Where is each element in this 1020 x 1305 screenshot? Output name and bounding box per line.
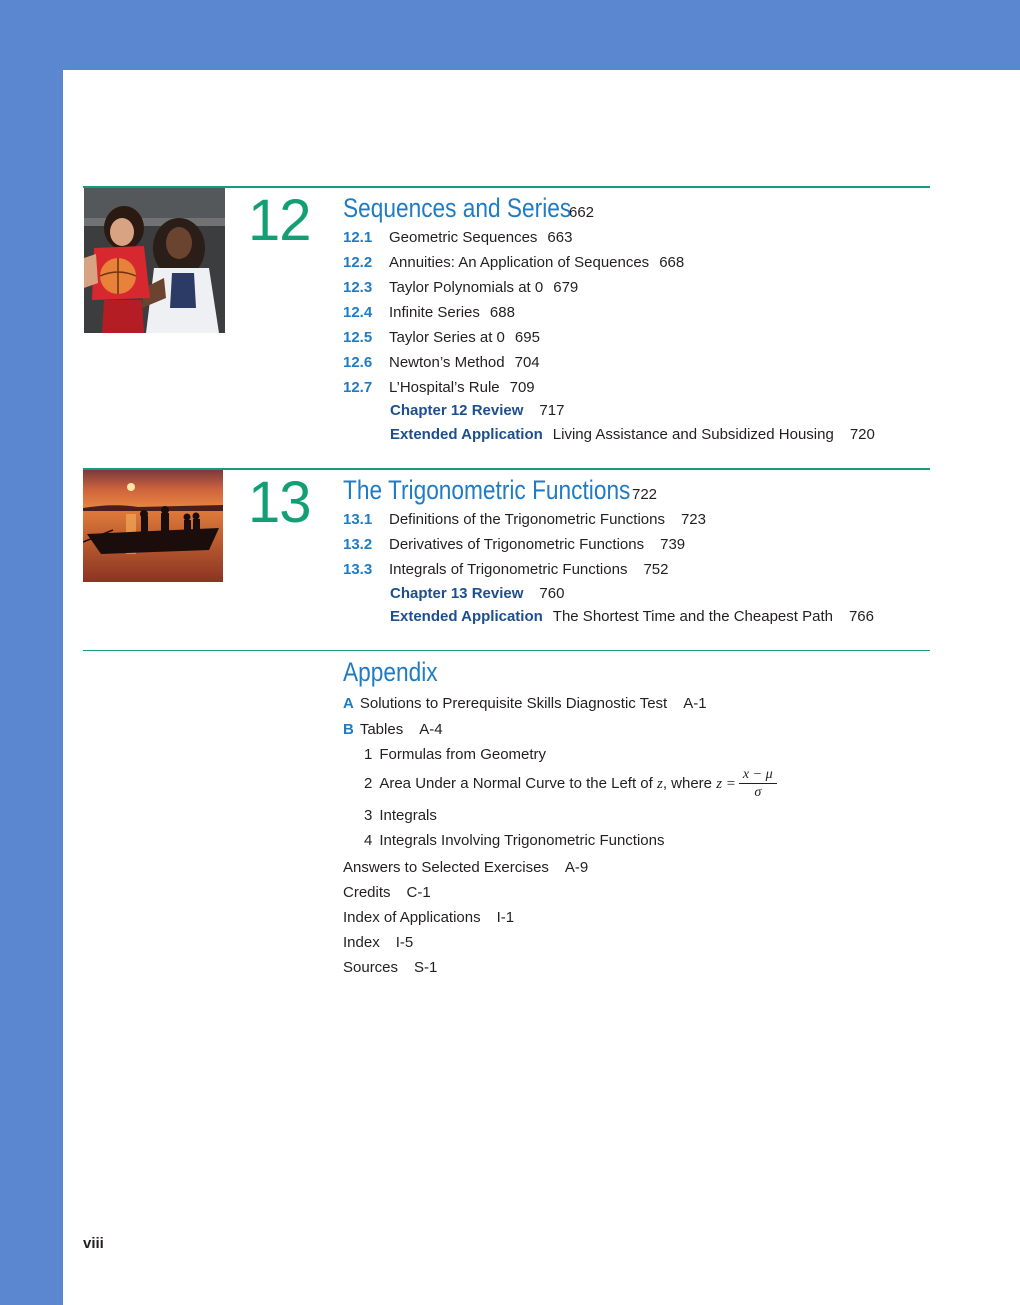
section-title: Annuities: An Application of Sequences — [389, 254, 650, 271]
table-number: 2 — [364, 775, 373, 792]
back-matter-title: Index of Applications — [343, 909, 481, 926]
back-matter-title: Credits — [343, 884, 391, 901]
table-3[interactable] — [364, 807, 437, 825]
table-number: 3 — [364, 807, 373, 824]
extended-title: The Shortest Time and the Cheapest Path — [552, 608, 833, 625]
where-text: , where — [662, 775, 713, 792]
table-title: Formulas from Geometry — [379, 746, 547, 763]
back-matter-page: C-1 — [406, 884, 431, 901]
section-title: Integrals of Trigonometric Functions — [389, 561, 628, 578]
back-matter-index[interactable] — [343, 934, 413, 952]
section-title: Taylor Polynomials at 0 — [389, 279, 544, 296]
section-page: 709 — [509, 379, 535, 396]
section-13-2[interactable] — [343, 536, 685, 554]
section-page: 704 — [514, 354, 540, 371]
appendix-b[interactable] — [343, 721, 443, 739]
back-matter-title: Answers to Selected Exercises — [343, 859, 549, 876]
appendix-letter: A — [343, 695, 354, 712]
review-page: 717 — [539, 402, 565, 419]
appendix-item-page: A-4 — [419, 721, 443, 738]
table-title: Area Under a Normal Curve to the Left of — [379, 775, 653, 792]
section-title: L’Hospital’s Rule — [389, 379, 500, 396]
section-page: 723 — [680, 511, 706, 528]
section-title: Taylor Series at 0 — [389, 329, 505, 346]
section-13-3[interactable] — [343, 561, 668, 579]
page — [63, 70, 1020, 1305]
back-matter-page: S-1 — [414, 959, 438, 976]
section-page: 688 — [489, 304, 515, 321]
table-1[interactable] — [364, 746, 546, 764]
appendix-item-title: Solutions to Prerequisite Skills Diagnostic Test — [359, 695, 668, 712]
appendix-letter: B — [343, 721, 354, 738]
review-label: Chapter 12 Review — [390, 402, 524, 419]
chapter-13-extended-application[interactable] — [390, 608, 874, 626]
back-matter-sources[interactable] — [343, 959, 437, 977]
extended-page: 766 — [848, 608, 874, 625]
chapter-13-title[interactable]: The Trigonometric Functions — [343, 475, 631, 505]
section-number: 12.1 — [343, 229, 373, 246]
appendix-item-page: A-1 — [683, 695, 707, 712]
back-matter-credits[interactable] — [343, 884, 431, 902]
section-number: 12.2 — [343, 254, 373, 271]
section-page: 668 — [659, 254, 685, 271]
appendix-a[interactable] — [343, 695, 707, 713]
section-page: 679 — [553, 279, 579, 296]
section-12-2[interactable] — [343, 254, 684, 272]
section-page: 752 — [643, 561, 669, 578]
chapter-12-extended-application[interactable] — [390, 426, 875, 444]
table-title: Integrals — [379, 807, 437, 824]
section-13-1[interactable] — [343, 511, 706, 529]
section-12-7[interactable] — [343, 379, 535, 397]
basketball-photo — [84, 188, 225, 333]
sunset-boat-photo — [83, 470, 223, 582]
z-score-fraction — [739, 767, 777, 802]
section-12-6[interactable] — [343, 354, 540, 372]
section-page: 695 — [514, 329, 540, 346]
extended-page: 720 — [849, 426, 875, 443]
page-folio: viii — [83, 1235, 104, 1252]
section-12-4[interactable] — [343, 304, 515, 322]
chapter-13-page: 722 — [632, 486, 658, 503]
chapter-12-page: 662 — [569, 204, 595, 221]
section-number: 12.7 — [343, 379, 373, 396]
review-label: Chapter 13 Review — [390, 585, 524, 602]
section-title: Definitions of the Trigonometric Functions — [389, 511, 665, 528]
table-4[interactable] — [364, 832, 664, 850]
variable-z: z — [656, 776, 663, 792]
table-number: 1 — [364, 746, 373, 763]
section-title: Infinite Series — [389, 304, 480, 321]
section-title: Geometric Sequences — [389, 229, 538, 246]
table-title: Integrals Involving Trigonometric Functions — [379, 832, 665, 849]
extended-label: Extended Application — [390, 608, 543, 625]
fraction-numerator: x − μ — [739, 767, 777, 784]
back-matter-title: Sources — [343, 959, 399, 976]
chapter-13-number: 13 — [248, 470, 311, 535]
section-number: 12.5 — [343, 329, 373, 346]
appendix-item-title: Tables — [359, 721, 404, 738]
section-12-5[interactable] — [343, 329, 540, 347]
extended-title: Living Assistance and Subsidized Housing — [552, 426, 834, 443]
fraction-denominator: σ — [754, 784, 762, 800]
section-page: 739 — [660, 536, 686, 553]
section-number: 13.2 — [343, 536, 373, 553]
section-number: 13.1 — [343, 511, 373, 528]
back-matter-index-of-applications[interactable] — [343, 909, 514, 927]
section-title: Derivatives of Trigonometric Functions — [389, 536, 645, 553]
table-2[interactable] — [364, 766, 777, 802]
appendix-title[interactable]: Appendix — [343, 657, 438, 687]
section-12-1[interactable] — [343, 229, 572, 247]
equation-lhs: z = — [716, 776, 736, 792]
table-number: 4 — [364, 832, 373, 849]
back-matter-title: Index — [343, 934, 380, 951]
section-title: Newton’s Method — [389, 354, 505, 371]
section-number: 13.3 — [343, 561, 373, 578]
chapter-13-review[interactable] — [390, 585, 564, 603]
chapter-12-title[interactable]: Sequences and Series — [343, 193, 572, 223]
back-matter-page: A-9 — [564, 859, 589, 876]
appendix-rule — [83, 650, 930, 651]
back-matter-answers[interactable] — [343, 859, 588, 877]
section-12-3[interactable] — [343, 279, 578, 297]
section-page: 663 — [547, 229, 573, 246]
back-matter-page: I-5 — [395, 934, 414, 951]
review-page: 760 — [539, 585, 565, 602]
back-matter-page: I-1 — [496, 909, 515, 926]
extended-label: Extended Application — [390, 426, 543, 443]
section-number: 12.3 — [343, 279, 373, 296]
chapter-12-number: 12 — [248, 188, 311, 253]
section-number: 12.4 — [343, 304, 373, 321]
chapter-12-review[interactable] — [390, 402, 564, 420]
section-number: 12.6 — [343, 354, 373, 371]
